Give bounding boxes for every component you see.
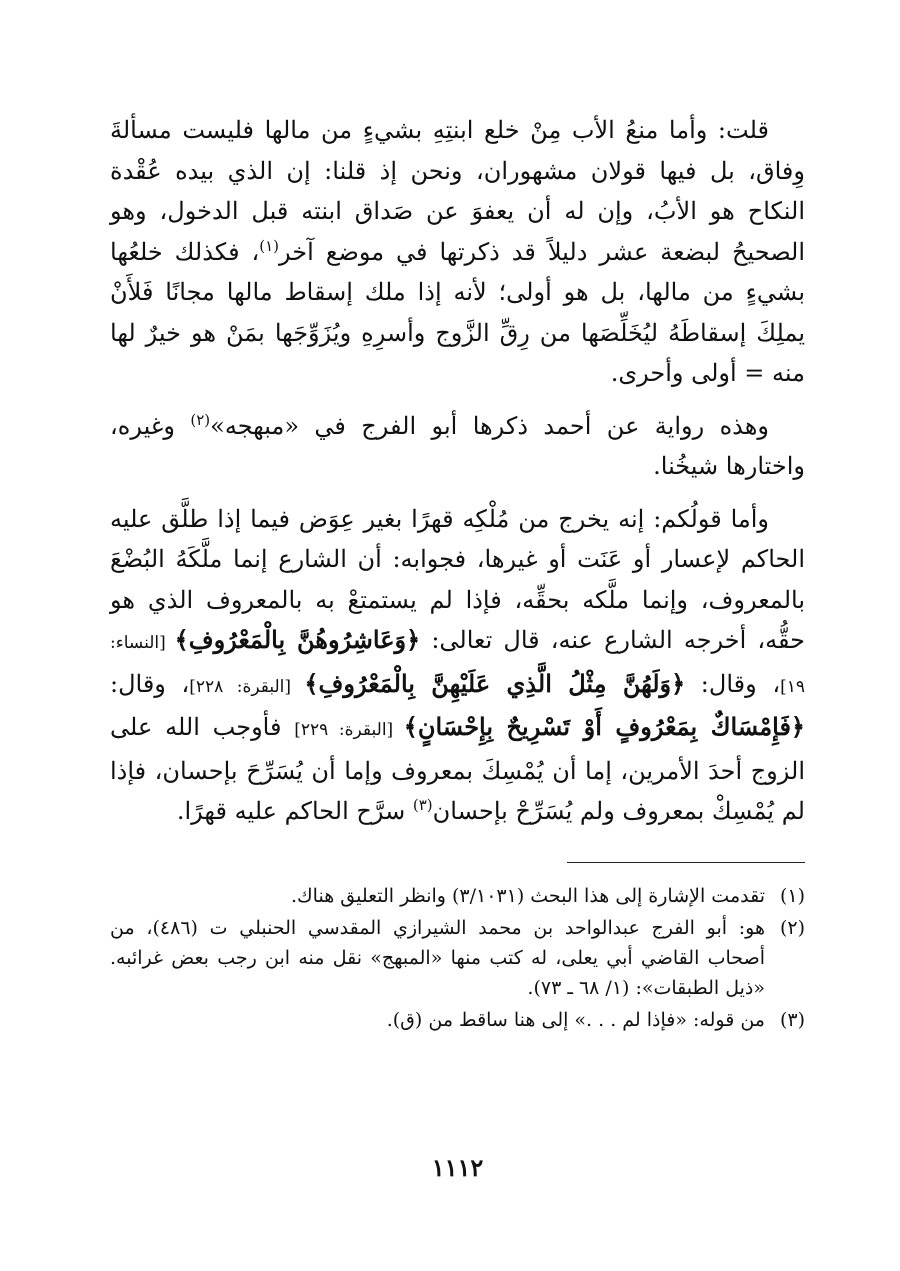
paragraph-2-text-end: وغيره، واختارها شيخُنا. — [110, 411, 805, 480]
paragraph-3-text: وأما قولُكم: إنه يخرج من مُلْكِه قهرًا بغير عِوَض فيما إذا طلَّق عليه الحاكم لإعسار أو عَنَت أو غيرها، فجوابه: أن الشارع إنما ملَّكَهُ البُضْعَ بالمعروف، وإنما ملَّكه بحقِّه، فإذا لم يستمتعْ به بالمعروف الذي هو حقُّه، أخرجه الشارع عنه، قال تعالى: — [110, 504, 805, 654]
quran-verse-1: ﴿وَعَاشِرُوهُنَّ بِالْمَعْرُوفِ﴾ — [174, 625, 421, 654]
paragraph-3-connector-2: ، وقال: — [110, 669, 190, 698]
footnote-divider — [567, 862, 805, 863]
footnote-ref-3: (٣) — [412, 796, 433, 814]
main-text — [110, 110, 805, 832]
paragraph-3 — [110, 499, 805, 832]
paragraph-2-text: وهذه رواية عن أحمد ذكرها أبو الفرج في «مبهجه» — [210, 411, 770, 440]
footnote-number: (٣) — [779, 1008, 805, 1031]
book-page — [110, 110, 805, 1210]
paragraph-3-text-end: سرَّح الحاكم عليه قهرًا. — [176, 797, 413, 825]
footnote-text: تقدمت الإشارة إلى هذا البحث (٣/١٠٣١) وانظر التعليق هناك. — [290, 884, 765, 907]
verse-citation-2: [البقرة: ٢٢٨] — [189, 676, 305, 697]
quran-verse-3: ﴿فَإِمْسَاكٌ بِمَعْرُوفٍ أَوْ تَسْرِيحٌ بِإِحْسَانٍ﴾ — [403, 712, 805, 741]
paragraph-2 — [110, 406, 805, 487]
footnote-text: من قوله: «فإذا لم . . .» إلى هنا ساقط من (ق). — [386, 1008, 765, 1031]
footnote-number: (٢) — [779, 916, 805, 939]
page-number: ١١١٢ — [431, 1153, 484, 1182]
paragraph-1-text-end: ، فكذلك خلعُها بشيءٍ من مالها، بل هو أولى؛ لأنه إذا ملك إسقاط مالها مجانًا فَلأَنْ يملِكَ إسقاطَهُ ليُخَلِّصَها من رِقِّ الزَّوج وأسرِهِ ويُزَوِّجَها بمَنْ هو خيرٌ لها منه = أولى وأحرى. — [110, 237, 805, 387]
paragraph-1-text: قلت: وأما منعُ الأب مِنْ خلع ابنتِهِ بشيءٍ من مالها فليست مسألةَ وِفاق، بل فيها قولان مشهوران، ونحن إذ قلنا: إن الذي بيده عُقْدة النكاح هو الأبُ، وإن له أن يعفوَ عن صَداق ابنته قبل الدخول، وهو الصحيحُ لبضعة عشر دليلاً قد ذكرتها في موضع آخر — [110, 116, 805, 266]
quran-verse-2: ﴿وَلَهُنَّ مِثْلُ الَّذِي عَلَيْهِنَّ بِالْمَعْرُوفِ﴾ — [304, 668, 686, 698]
paragraph-3-connector-1: ، وقال: — [685, 669, 781, 698]
footnote-1 — [110, 881, 805, 911]
verse-citation-3: [البقرة: ٢٢٩] — [294, 720, 404, 740]
paragraph-3-text-2: فأوجب الله على الزوج أحدَ الأمرين، إما أن يُمْسِكَ بمعروف وإما أن يُسَرِّحَ بإحسان، فإذا لم يُمْسِكْ بمعروف ولم يُسَرِّحْ بإحسان — [110, 713, 805, 825]
footnote-3 — [110, 1005, 805, 1035]
footnote-2 — [110, 913, 805, 1003]
footnote-number: (١) — [779, 884, 805, 907]
paragraph-1 — [110, 110, 805, 394]
verse-citation-1: [النساء: ١٩] — [110, 633, 805, 697]
footnotes — [110, 881, 805, 1035]
footnote-text: هو: أبو الفرج عبدالواحد بن محمد الشيرازي المقدسي الحنبلي ت (٤٨٦)، من أصحاب القاضي أبي يعلى، له كتب منها «المبهج» نقل منه ابن رجب بعض غرائبه. «ذيل الطبقات»: (١/ ٦٨ ـ ٧٣). — [110, 916, 765, 999]
footnote-ref-2: (٢) — [190, 410, 211, 429]
footnote-ref-1: (١) — [259, 236, 280, 255]
